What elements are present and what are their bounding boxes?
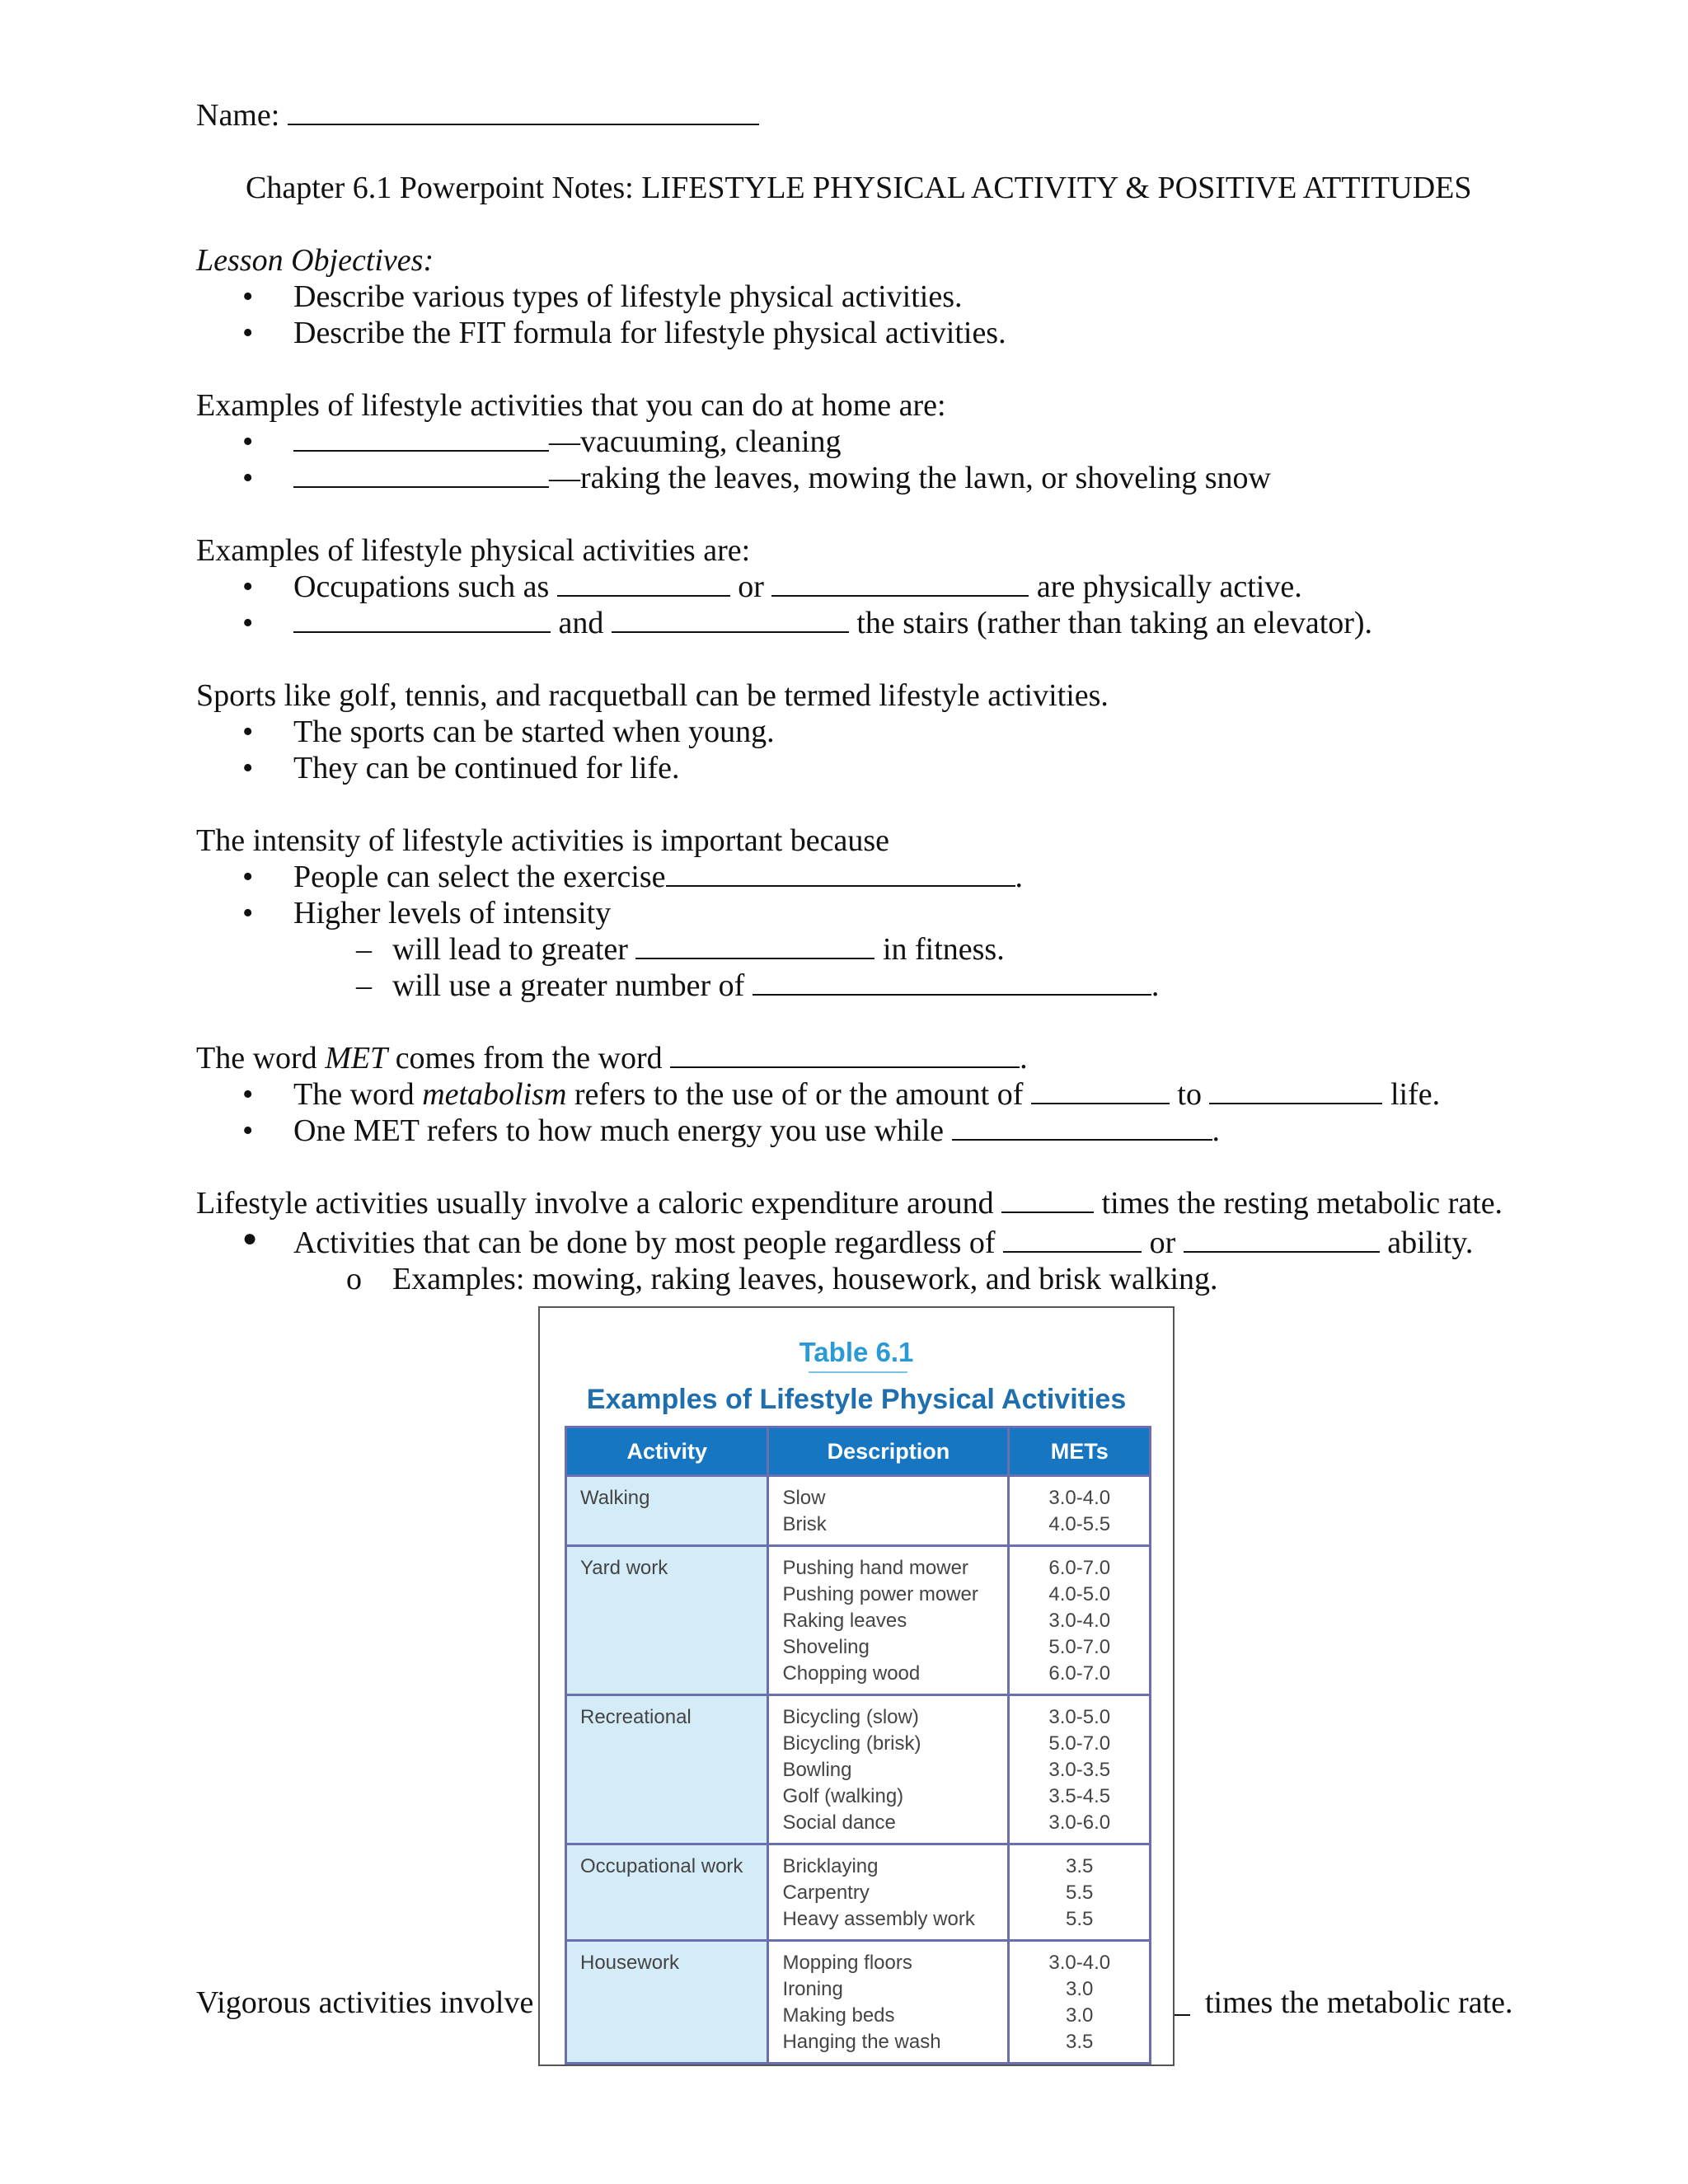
sports-item: They can be continued for life. <box>293 751 680 785</box>
sports-item: The sports can be started when young. <box>293 715 775 749</box>
table-row <box>566 1695 1151 1844</box>
table-row <box>566 1546 1151 1695</box>
table-cell-mets: 3.0-5.0 5.0-7.0 3.0-3.5 3.5-4.5 3.0-6.0 <box>1009 1695 1151 1844</box>
answer-blank[interactable] <box>771 570 1029 597</box>
sub-bullet: o <box>346 1262 362 1296</box>
table-label-rule <box>809 1371 907 1373</box>
dash: – <box>356 968 372 1003</box>
met-item: One MET refers to how much energy you use while . <box>293 1113 1221 1148</box>
physical-item: Occupations such as or are physically active. <box>293 569 1302 604</box>
bullet: • <box>242 424 254 459</box>
bullet: • <box>242 606 254 640</box>
table-cell-desc: Slow Brisk <box>768 1476 1009 1546</box>
table-header: Activity <box>566 1427 768 1476</box>
table-cell-activity: Yard work <box>566 1546 768 1695</box>
answer-blank[interactable] <box>952 1114 1212 1141</box>
answer-blank[interactable] <box>1209 1078 1382 1104</box>
name-row <box>196 97 759 134</box>
table-cell-mets: 3.0-4.0 3.0 3.0 3.5 <box>1009 1941 1151 2064</box>
table-row <box>566 1844 1151 1941</box>
caloric-item: Activities that can be done by most people regardless of or ability. <box>293 1226 1474 1260</box>
name-blank[interactable] <box>288 99 759 125</box>
intensity-subitem: will lead to greater in fitness. <box>392 932 1005 967</box>
activities-table <box>565 1426 1151 2064</box>
bullet: • <box>242 279 254 314</box>
objective-item: Describe the FIT formula for lifestyle physical activities. <box>293 316 1006 350</box>
page-title: Chapter 6.1 Powerpoint Notes: LIFESTYLE PHYSICAL ACTIVITY & POSITIVE ATTITUDES <box>246 171 1472 205</box>
objective-item: Describe various types of lifestyle physical activities. <box>293 279 963 314</box>
bullet: • <box>242 860 254 894</box>
table-figure <box>538 1306 1175 2066</box>
bullet: • <box>242 715 254 749</box>
vigorous-pre: Vigorous activities involve <box>196 1985 534 2020</box>
physical-item: and the stairs (rather than taking an elevator). <box>293 605 1372 641</box>
bullet: • <box>242 896 254 930</box>
table-row <box>566 1941 1151 2064</box>
bullet: • <box>242 751 254 785</box>
answer-blank[interactable] <box>1184 1226 1380 1253</box>
answer-blank[interactable] <box>557 570 730 597</box>
table-header: METs <box>1009 1427 1151 1476</box>
bullet: ● <box>242 1225 258 1252</box>
table-cell-mets: 3.0-4.0 4.0-5.5 <box>1009 1476 1151 1546</box>
answer-blank[interactable] <box>670 1042 1020 1068</box>
table-cell-activity: Walking <box>566 1476 768 1546</box>
home-heading: Examples of lifestyle activities that you can do at home are: <box>196 388 946 423</box>
bullet: • <box>242 1077 254 1112</box>
answer-blank[interactable] <box>612 607 849 633</box>
intensity-item: People can select the exercise . <box>293 860 1024 894</box>
home-item: —vacuuming, cleaning <box>293 424 842 460</box>
answer-blank[interactable] <box>635 933 874 959</box>
vigorous-post: times the metabolic rate. <box>1205 1985 1513 2020</box>
intensity-item: Higher levels of intensity <box>293 896 612 930</box>
bullet: • <box>242 1113 254 1148</box>
answer-blank[interactable] <box>1003 1226 1142 1253</box>
caloric-subitem: Examples: mowing, raking leaves, housework, and brisk walking. <box>392 1262 1218 1296</box>
name-label: Name: <box>196 98 280 133</box>
home-item: —raking the leaves, mowing the lawn, or shoveling snow <box>293 460 1271 496</box>
table-cell-mets: 3.5 5.5 5.5 <box>1009 1844 1151 1941</box>
dash: – <box>356 932 372 967</box>
table-cell-desc: Mopping floors Ironing Making beds Hanging the wash <box>768 1941 1009 2064</box>
table-header: Description <box>768 1427 1009 1476</box>
intensity-subitem: will use a greater number of . <box>392 968 1160 1003</box>
physical-heading: Examples of lifestyle physical activities are: <box>196 533 751 568</box>
answer-blank[interactable] <box>1031 1078 1170 1104</box>
caloric-heading: Lifestyle activities usually involve a caloric expenditure around times the resting metabolic rate. <box>196 1186 1503 1221</box>
table-row <box>566 1476 1151 1546</box>
table-cell-activity: Housework <box>566 1941 768 2064</box>
table-cell-activity: Recreational <box>566 1695 768 1844</box>
table-cell-mets: 6.0-7.0 4.0-5.0 3.0-4.0 5.0-7.0 6.0-7.0 <box>1009 1546 1151 1695</box>
bullet: • <box>242 461 254 495</box>
answer-blank[interactable] <box>753 969 1151 996</box>
objectives-heading: Lesson Objectives: <box>196 243 434 278</box>
answer-blank[interactable] <box>293 607 551 633</box>
table-cell-desc: Bicycling (slow) Bicycling (brisk) Bowling Golf (walking) Social dance <box>768 1695 1009 1844</box>
sports-heading: Sports like golf, tennis, and racquetball can be termed lifestyle activities. <box>196 678 1109 713</box>
table-cell-desc: Pushing hand mower Pushing power mower Raking leaves Shoveling Chopping wood <box>768 1546 1009 1695</box>
table-caption: Examples of Lifestyle Physical Activities <box>586 1384 1127 1415</box>
bullet: • <box>242 569 254 604</box>
met-heading: The word MET comes from the word . <box>196 1041 1028 1076</box>
table-cell-activity: Occupational work <box>566 1844 768 1941</box>
answer-blank[interactable] <box>666 860 1015 887</box>
answer-blank[interactable] <box>1001 1187 1094 1213</box>
intensity-heading: The intensity of lifestyle activities is important because <box>196 823 890 858</box>
met-item: The word metabolism refers to the use of or the amount of to life. <box>293 1077 1441 1112</box>
table-cell-desc: Bricklaying Carpentry Heavy assembly work <box>768 1844 1009 1941</box>
answer-blank[interactable] <box>293 462 549 488</box>
bullet: • <box>242 316 254 350</box>
answer-blank[interactable] <box>293 425 549 452</box>
table-label: Table 6.1 <box>799 1337 914 1367</box>
